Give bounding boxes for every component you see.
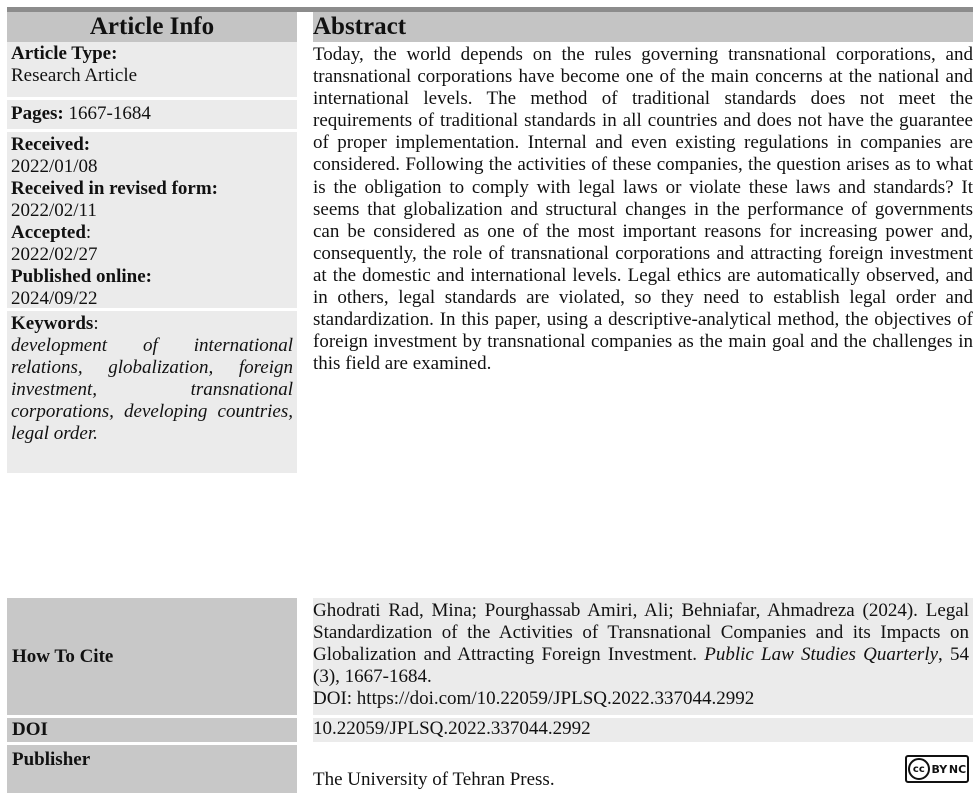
- accepted-label: Accepted: [11, 222, 86, 243]
- article-info-page: [7, 7, 973, 790]
- article-type-label: Article Type:: [11, 43, 118, 64]
- abstract-header: Abstract: [313, 12, 973, 42]
- pages-label: Pages:: [11, 103, 64, 124]
- received-label: Received:: [11, 134, 91, 155]
- article-type-value: Research Article: [11, 65, 138, 86]
- article-info-header: Article Info: [7, 12, 297, 42]
- dates-block: [7, 132, 297, 308]
- published-value: 2024/09/22: [11, 288, 98, 309]
- how-to-cite-text: [313, 598, 973, 715]
- publisher-value: The University of Tehran Press.: [313, 769, 555, 790]
- cite-journal: Public Law Studies Quarterly: [704, 644, 939, 665]
- keywords-colon: :: [93, 313, 99, 334]
- publisher-row: [7, 745, 973, 793]
- citation-section: [7, 598, 973, 793]
- revised-label: Received in revised form:: [11, 178, 219, 199]
- keywords-label: Keywords: [11, 313, 94, 334]
- keywords-value: development of international relations, globalization, foreign investment, transnational corporations, developing countries, legal order.: [11, 335, 293, 444]
- accepted-value: 2022/02/27: [11, 244, 98, 265]
- how-to-cite-label: How To Cite: [7, 598, 297, 715]
- cc-license-badge[interactable]: [905, 755, 969, 783]
- how-to-cite-row: [7, 598, 973, 715]
- doi-value[interactable]: 10.22059/JPLSQ.2022.337044.2992: [313, 718, 973, 742]
- doi-label: DOI: [7, 718, 297, 742]
- accepted-colon: :: [85, 222, 92, 243]
- keywords-block: [7, 311, 297, 473]
- abstract-column: [313, 12, 973, 375]
- article-type-block: [7, 42, 297, 97]
- by-icon: BY: [931, 762, 948, 776]
- article-info-column: [7, 12, 297, 473]
- cite-text-after: , 54 (3), 1667-1684.: [313, 644, 970, 687]
- pages-value: 1667-1684: [63, 103, 151, 124]
- cc-icon: cc: [908, 758, 930, 780]
- cite-text-before: Ghodrati Rad, Mina; Pourghassab Amiri, Ali; Behniafar, Ahmadreza (2024). Legal Standardization of the Activities of Transnational Companies and its Impacts on Globalization and Attracting Foreign Investment.: [313, 600, 969, 665]
- revised-value: 2022/02/11: [11, 200, 97, 221]
- cite-doi-line: DOI: https://doi.com/10.22059/JPLSQ.2022.337044.2992: [313, 688, 755, 709]
- published-label: Published online:: [11, 266, 152, 287]
- doi-row: [7, 718, 973, 742]
- received-value: 2022/01/08: [11, 156, 98, 177]
- nc-icon: NC: [948, 762, 967, 776]
- publisher-label: Publisher: [7, 745, 297, 793]
- abstract-text: Today, the world depends on the rules governing transnational corporations, and transnational corporations have become one of the main concerns at the national and international levels. The method of traditional standards does not meet the requirements of traditional standards in all countries and does not have the guarantee of proper implementation. Internal and even existing regulations in companies are considered. Following the activities of these companies, the question arises as to what is the obligation to comply with legal laws or violate these laws and standards? It seems that globalization and structural changes in the performance of governments can be considered as one of the most important reasons for increasing power and, consequently, the role of transnational corporations and attracting foreign investment at the domestic and international levels. Legal ethics are automatically observed, and in others, legal standards are violated, so they need to establish legal order and standardization. In this paper, using a descriptive-analytical method, the objectives of foreign investment by transnational companies as the main goal and the challenges in this field are examined.: [313, 44, 973, 375]
- pages-block: [7, 100, 297, 129]
